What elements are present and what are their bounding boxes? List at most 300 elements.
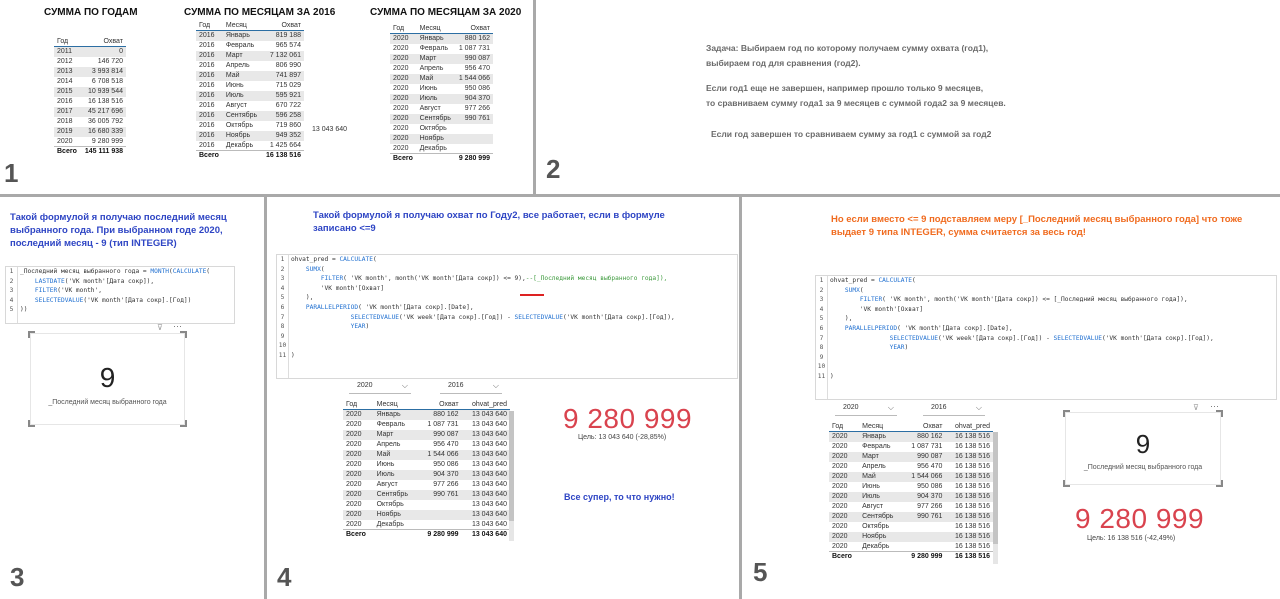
column-header[interactable]: ohvat_pred — [462, 400, 510, 410]
total-cell: 145 111 938 — [81, 147, 126, 157]
table-row — [343, 480, 510, 490]
kpi-value: 9 280 999 — [1075, 503, 1205, 534]
code-line[interactable]: FILTER( 'VK month', month('VK month'[Дата сокр]) <= 9),--[_Последний месяц выбранного года]), — [320, 275, 668, 283]
table-cell: Ноябрь — [374, 510, 418, 520]
table-cell: Февраль — [225, 42, 255, 49]
column-header[interactable]: Охват — [81, 37, 126, 47]
table-cell: 16 138 516 — [954, 443, 990, 450]
chevron-down-icon: ⌵ — [887, 403, 894, 412]
column-header[interactable]: Месяц — [223, 21, 262, 31]
table-cell: 880 162 — [902, 432, 945, 442]
task-line: Если год1 еще не завершен, например прошло только 9 месяцев, — [706, 83, 984, 93]
code-line[interactable]: 'VK month'[Охват] — [291, 284, 385, 292]
table-cell: 990 087 — [902, 452, 945, 462]
table-cell: 2016 — [199, 42, 215, 49]
total-cell: 9 280 999 — [902, 552, 945, 562]
total-cell: 9 280 999 — [455, 154, 493, 164]
column-header[interactable]: Год — [390, 24, 417, 34]
code-line[interactable]: ), — [291, 294, 314, 302]
code-line[interactable]: SUMX( — [305, 265, 325, 273]
table-cell: Июнь — [376, 461, 395, 468]
table-cell: 595 921 — [262, 91, 304, 101]
table-cell: 16 138 516 — [945, 512, 993, 522]
resize-handle[interactable] — [180, 331, 187, 338]
code-line[interactable] — [291, 341, 675, 351]
table-cell: Апрель — [225, 62, 250, 69]
table-cell: 3 993 814 — [81, 67, 126, 77]
table-cell: 13 043 640 — [471, 441, 507, 448]
months2020-title: СУММА ПО МЕСЯЦАМ ЗА 2020 — [370, 7, 522, 18]
column-header[interactable]: ohvat_pred — [945, 422, 993, 432]
column-header[interactable]: Год — [829, 422, 859, 432]
table-cell: Сентябрь — [859, 512, 902, 522]
code-text[interactable] — [20, 267, 210, 315]
code-text[interactable] — [830, 276, 1214, 382]
table-cell: 13 043 640 — [462, 410, 510, 420]
pred-table — [829, 422, 993, 562]
table-row — [829, 452, 993, 462]
table-row — [829, 442, 993, 452]
table-cell — [418, 510, 462, 520]
total-row — [829, 552, 993, 562]
table-cell: 16 138 516 — [954, 463, 990, 470]
table-cell: 596 258 — [262, 111, 304, 121]
total-row — [54, 147, 126, 157]
task-line: Если год завершен то сравниваем сумму за год1 с суммой за год2 — [711, 129, 992, 139]
table-cell: Июль — [374, 470, 418, 480]
table-cell: Апрель — [419, 65, 444, 72]
table-cell: Август — [419, 105, 441, 112]
panel-number: 1 — [4, 158, 19, 188]
table-cell: 2020 — [829, 532, 859, 542]
table-cell: 950 086 — [464, 85, 490, 92]
table-cell: Май — [417, 74, 455, 84]
scrollbar[interactable] — [993, 432, 998, 564]
resize-handle[interactable] — [180, 420, 187, 427]
table-row — [390, 124, 493, 134]
table-cell: 2020 — [343, 510, 374, 520]
table-cell: 2020 — [390, 34, 417, 44]
table-cell: 2016 — [199, 122, 215, 129]
panel-number: 5 — [753, 557, 768, 587]
table-cell: 2016 — [196, 31, 223, 41]
table-cell: 2020 — [346, 421, 362, 428]
table-cell: 806 990 — [275, 62, 301, 69]
code-line[interactable]: SELECTEDVALUE('VK week'[Дата сокр].[Год]) - SELECTEDVALUE('VK month'[Дата сокр].[Год]), — [350, 313, 675, 321]
panel-number: 4 — [277, 562, 292, 592]
table-cell: Январь — [417, 34, 455, 44]
column-header[interactable]: Охват — [262, 21, 304, 31]
total-row — [343, 530, 510, 540]
table-cell: 2016 — [196, 71, 223, 81]
kpi-target: Цель: 16 138 516 (-42,49%) — [1087, 535, 1176, 542]
months2016-table — [196, 21, 304, 161]
code-line[interactable]: PARALLELPERIOD( 'VK month'[Дата сокр].[Date], — [305, 303, 474, 311]
table-cell: 36 005 792 — [87, 118, 123, 125]
resize-handle[interactable] — [28, 420, 35, 427]
formula-editor[interactable] — [5, 266, 235, 324]
success-note: Все супер, то что нужно! — [564, 492, 675, 502]
table-cell: 2020 — [829, 432, 859, 442]
code-text[interactable] — [291, 255, 675, 361]
table-cell: 2016 — [196, 91, 223, 101]
total-cell: Всего — [343, 530, 374, 540]
table-cell: 2016 — [196, 131, 223, 141]
table-cell: 904 370 — [455, 94, 493, 104]
code-line[interactable]: YEAR) — [889, 344, 909, 352]
table-cell: Апрель — [376, 441, 401, 448]
table-cell: 45 217 696 — [81, 107, 126, 117]
code-line[interactable]: SELECTEDVALUE('VK week'[Дата сокр].[Год]) - SELECTEDVALUE('VK month'[Дата сокр].[Год]), — [889, 334, 1214, 342]
table-cell: 13 043 640 — [462, 490, 510, 500]
table-cell: Март — [374, 430, 418, 440]
divider — [0, 194, 1280, 197]
table-cell: 7 132 061 — [262, 51, 304, 61]
resize-handle[interactable] — [1063, 410, 1070, 417]
table-cell: Февраль — [376, 421, 406, 428]
table-cell: 670 722 — [275, 102, 301, 109]
table-row — [54, 87, 126, 97]
resize-handle[interactable] — [1063, 480, 1070, 487]
table-row — [343, 440, 510, 450]
table-row — [390, 54, 493, 64]
column-header[interactable]: Месяц — [859, 422, 902, 432]
card-value: 9 — [99, 362, 116, 393]
table-cell: Сентябрь — [223, 111, 262, 121]
table-row — [390, 44, 493, 54]
table-row — [196, 111, 304, 121]
table-row — [343, 470, 510, 480]
code-line[interactable]: ) — [830, 372, 834, 380]
table-cell: 13 043 640 — [471, 520, 507, 528]
table-cell: 2020 — [393, 85, 409, 92]
table-cell: Март — [417, 54, 455, 64]
resize-handle[interactable] — [1216, 410, 1223, 417]
table-cell: 956 470 — [433, 441, 459, 448]
task-line: то сравниваем сумму года1 за 9 месяцев с суммой года2 за 9 месяцев. — [706, 98, 1006, 108]
table-cell: 2017 — [54, 107, 81, 117]
table-row — [390, 84, 493, 94]
year2-slicer[interactable]: 2016 ⌵ — [923, 404, 985, 416]
table-row — [829, 432, 993, 442]
table-cell: 1 544 066 — [418, 450, 462, 460]
table-row — [196, 71, 304, 81]
code-line[interactable] — [291, 332, 675, 342]
table-row — [196, 131, 304, 141]
column-header[interactable]: Год — [54, 37, 81, 47]
column-header[interactable]: Охват — [455, 24, 493, 34]
code-line[interactable]: FILTER('VK month', — [34, 287, 102, 295]
kpi-card[interactable] — [30, 333, 185, 425]
code-line[interactable]: PARALLELPERIOD( 'VK month'[Дата сокр].[Date], — [844, 324, 1013, 332]
table-cell: 2020 — [393, 105, 409, 112]
code-line[interactable]: _Последний месяц выбранного года = MONTH(CALCULATE( — [20, 268, 211, 275]
table-cell: 1 425 664 — [269, 141, 301, 149]
table-row — [390, 104, 493, 114]
table-cell: Август — [862, 503, 884, 510]
table-row — [196, 81, 304, 91]
table-cell: Август — [376, 481, 398, 488]
column-header[interactable]: Год — [343, 400, 374, 410]
table-row — [829, 502, 993, 512]
card-label: _Последний месяц выбранного года — [1083, 464, 1203, 471]
resize-handle[interactable] — [1216, 480, 1223, 487]
table-row — [196, 31, 304, 41]
kpi-value: 9 280 999 — [563, 403, 693, 434]
table-cell: Январь — [223, 31, 262, 41]
formula-editor[interactable] — [815, 275, 1277, 400]
table-cell: Ноябрь — [223, 131, 262, 141]
table-cell: Июнь — [419, 85, 438, 92]
kpi-target: Цель: 13 043 640 (-28,85%) — [578, 434, 667, 441]
table-cell: 2020 — [343, 430, 374, 440]
table-cell — [902, 542, 945, 552]
months2016-title: СУММА ПО МЕСЯЦАМ ЗА 2016 — [184, 7, 336, 18]
formula-editor[interactable] — [276, 254, 738, 379]
year2-slicer[interactable]: 2016 ⌵ — [440, 382, 502, 394]
table-row — [54, 47, 126, 57]
table-row — [829, 522, 993, 532]
table-cell: 2020 — [829, 512, 859, 522]
table-cell: 990 761 — [455, 114, 493, 124]
card-label: _Последний месяц выбранного года — [48, 399, 167, 406]
table-cell: 2020 — [832, 503, 848, 510]
column-header[interactable]: Охват — [418, 400, 462, 410]
filter-icon[interactable]: ⊽ — [1193, 403, 1199, 412]
table-row — [196, 121, 304, 131]
total-cell — [417, 154, 455, 164]
table-cell: 16 138 516 — [954, 503, 990, 510]
code-line[interactable]: YEAR) — [350, 323, 370, 331]
code-line[interactable]: 'VK month'[Охват] — [830, 305, 924, 313]
table-cell: 741 897 — [262, 71, 304, 81]
line-numbers: 1 2 3 4 5 — [6, 267, 18, 323]
total-cell: 13 043 640 — [462, 530, 510, 540]
table-row — [196, 61, 304, 71]
column-header[interactable]: Охват — [902, 422, 945, 432]
table-row — [390, 64, 493, 74]
table-cell: 880 162 — [418, 410, 462, 420]
table-cell: 819 188 — [262, 31, 304, 41]
table-row — [343, 450, 510, 460]
table-row — [390, 134, 493, 144]
total-cell: 16 138 516 — [945, 552, 993, 562]
table-cell: Декабрь — [376, 520, 404, 528]
table-cell: 2020 — [390, 74, 417, 84]
table-cell: Октябрь — [225, 122, 253, 129]
table-cell: Октябрь — [862, 523, 890, 530]
table-row — [390, 34, 493, 44]
table-cell: Ноябрь — [859, 532, 902, 542]
table-cell: 956 470 — [464, 65, 490, 72]
table-row — [343, 510, 510, 520]
table-cell: 2020 — [343, 410, 374, 420]
table-cell: 16 138 516 — [945, 432, 993, 442]
table-cell: 16 138 516 — [945, 452, 993, 462]
table-cell: 2020 — [390, 114, 417, 124]
code-line[interactable]: FILTER( 'VK month', month('VK month'[Дата сокр]) <= [_Последний месяц выбранного года]), — [859, 296, 1188, 304]
table-row — [54, 107, 126, 117]
table-cell: 16 138 516 — [954, 523, 990, 530]
total-cell: 16 138 516 — [262, 151, 304, 161]
code-line[interactable] — [830, 353, 1214, 363]
table-row — [54, 57, 126, 67]
line-numbers: 1 2 3 4 5 6 7 8 9 10 11 — [816, 276, 828, 399]
table-cell: Июнь — [862, 483, 880, 490]
table-row — [829, 472, 993, 482]
table-cell: Декабрь — [419, 144, 447, 152]
table-cell: 2016 — [196, 111, 223, 121]
table-cell: 2016 — [57, 98, 73, 105]
table-cell: 950 086 — [917, 483, 943, 490]
table-row — [829, 512, 993, 522]
table-cell: 16 138 516 — [954, 542, 990, 550]
table-cell: 1 544 066 — [455, 74, 493, 84]
table-cell: Ноябрь — [417, 134, 455, 144]
table-cell: 16 138 516 — [954, 483, 990, 490]
code-line[interactable]: ohvat_pred = CALCULATE( — [830, 277, 916, 284]
more-options-icon[interactable]: ⋯ — [173, 321, 182, 331]
table-cell: Июль — [223, 91, 262, 101]
year1-slicer[interactable]: 2020 ⌵ — [349, 382, 411, 394]
years-table-title: СУММА ПО ГОДАМ — [44, 7, 138, 18]
code-line[interactable]: SELECTEDVALUE('VK month'[Дата сокр].[Год]) — [34, 296, 192, 304]
table-cell: 10 939 544 — [81, 87, 126, 97]
table-row — [390, 114, 493, 124]
table-cell: 2020 — [346, 461, 362, 468]
table-cell: 2016 — [199, 82, 215, 89]
table-cell: 16 138 516 — [945, 472, 993, 482]
table-row — [390, 94, 493, 104]
table-row — [829, 542, 993, 552]
table-cell: 2020 — [393, 45, 409, 52]
table-cell: 950 086 — [433, 461, 459, 468]
filter-icon[interactable]: ⊽ — [157, 323, 163, 332]
table-cell: Декабрь — [862, 542, 890, 550]
column-header[interactable]: Месяц — [417, 24, 455, 34]
table-cell: Апрель — [862, 463, 886, 470]
table-cell: 719 860 — [275, 122, 301, 129]
divider — [533, 0, 536, 196]
table-row — [343, 410, 510, 420]
pred-table — [343, 400, 510, 540]
table-cell: Декабрь — [225, 141, 254, 149]
table-cell: Февраль — [419, 45, 449, 52]
table-cell: Октябрь — [376, 501, 404, 508]
table-cell: 13 043 640 — [462, 430, 510, 440]
total-cell: Всего — [54, 147, 81, 157]
table-cell: Январь — [859, 432, 902, 442]
scrollbar[interactable] — [509, 411, 514, 541]
table-row — [54, 117, 126, 127]
code-line[interactable]: ohvat_pred = CALCULATE( — [291, 256, 377, 263]
column-header[interactable]: Год — [196, 21, 223, 31]
code-line[interactable]: ), — [830, 315, 853, 323]
table-cell: 146 720 — [97, 58, 123, 65]
table-cell: 2011 — [54, 47, 81, 57]
task-line: Задача: Выбираем год по которому получаем сумму охвата (год1), — [706, 43, 989, 53]
table-cell: 990 087 — [418, 430, 462, 440]
table-cell: Февраль — [862, 443, 891, 450]
table-cell: 13 043 640 — [471, 501, 507, 508]
table-row — [54, 77, 126, 87]
table-cell: 880 162 — [455, 34, 493, 44]
table-cell: 2020 — [393, 125, 409, 132]
table-row — [196, 141, 304, 151]
table-cell: Май — [223, 71, 262, 81]
table-cell — [455, 124, 493, 134]
panel-number: 2 — [546, 154, 561, 184]
table-cell: 2019 — [54, 127, 81, 137]
resize-handle[interactable] — [28, 331, 35, 338]
divider — [739, 196, 742, 599]
code-line[interactable]: ) — [291, 351, 295, 359]
table-row — [196, 41, 304, 51]
table-cell: 1 087 731 — [911, 443, 943, 450]
code-line[interactable] — [830, 362, 1214, 372]
table-cell: 2020 — [346, 520, 362, 528]
table-cell — [455, 134, 493, 144]
table-cell: 2012 — [57, 58, 73, 65]
total-row — [196, 151, 304, 161]
table-row — [343, 490, 510, 500]
table-cell: 2020 — [346, 481, 362, 488]
task-line: выбираем год для сравнения (год2). — [706, 58, 861, 68]
table-row — [196, 51, 304, 61]
total-cell: Всего — [829, 552, 859, 562]
panel-number: 3 — [10, 562, 25, 592]
table-cell: 2018 — [57, 118, 73, 125]
table-cell: 2016 — [199, 141, 215, 149]
p3-caption: Такой формулой я получаю последний месяц выбранного года. При выбранном годе 2020, последний месяц - 9 (тип INTEGER) — [10, 212, 227, 249]
table-cell: 977 266 — [464, 105, 490, 112]
table-cell: 2020 — [390, 94, 417, 104]
table-cell: 1 087 731 — [427, 421, 459, 428]
table-cell: 990 761 — [902, 512, 945, 522]
kpi-card[interactable] — [1065, 412, 1221, 485]
more-options-icon[interactable]: ⋯ — [1210, 401, 1219, 411]
months2016-side-value: 13 043 640 — [312, 126, 348, 133]
table-cell: 9 280 999 — [91, 137, 123, 145]
column-header[interactable]: Месяц — [374, 400, 418, 410]
code-line[interactable]: LASTDATE('VK month'[Дата сокр]), — [34, 277, 155, 285]
table-cell: Май — [374, 450, 418, 460]
total-cell: Всего — [390, 154, 417, 164]
code-line[interactable]: SUMX( — [844, 286, 864, 294]
table-cell: 2020 — [343, 450, 374, 460]
table-cell: 16 138 516 — [945, 492, 993, 502]
table-cell — [418, 500, 462, 510]
table-cell: Май — [859, 472, 902, 482]
table-cell: 2016 — [196, 51, 223, 61]
table-row — [829, 492, 993, 502]
table-row — [390, 74, 493, 84]
table-cell: 2020 — [393, 65, 409, 72]
table-cell: 2020 — [393, 144, 409, 152]
code-line[interactable]: )) — [20, 306, 28, 314]
table-cell: 13 043 640 — [471, 421, 507, 428]
table-cell: 2020 — [829, 492, 859, 502]
table-cell: Июль — [417, 94, 455, 104]
year1-slicer[interactable]: 2020 ⌵ — [835, 404, 897, 416]
table-cell: 2020 — [829, 452, 859, 462]
table-cell: Сентябрь — [374, 490, 418, 500]
table-row — [54, 97, 126, 107]
table-cell: 2013 — [54, 67, 81, 77]
table-cell: 990 761 — [418, 490, 462, 500]
table-row — [54, 137, 126, 147]
table-cell: 2014 — [57, 78, 73, 85]
